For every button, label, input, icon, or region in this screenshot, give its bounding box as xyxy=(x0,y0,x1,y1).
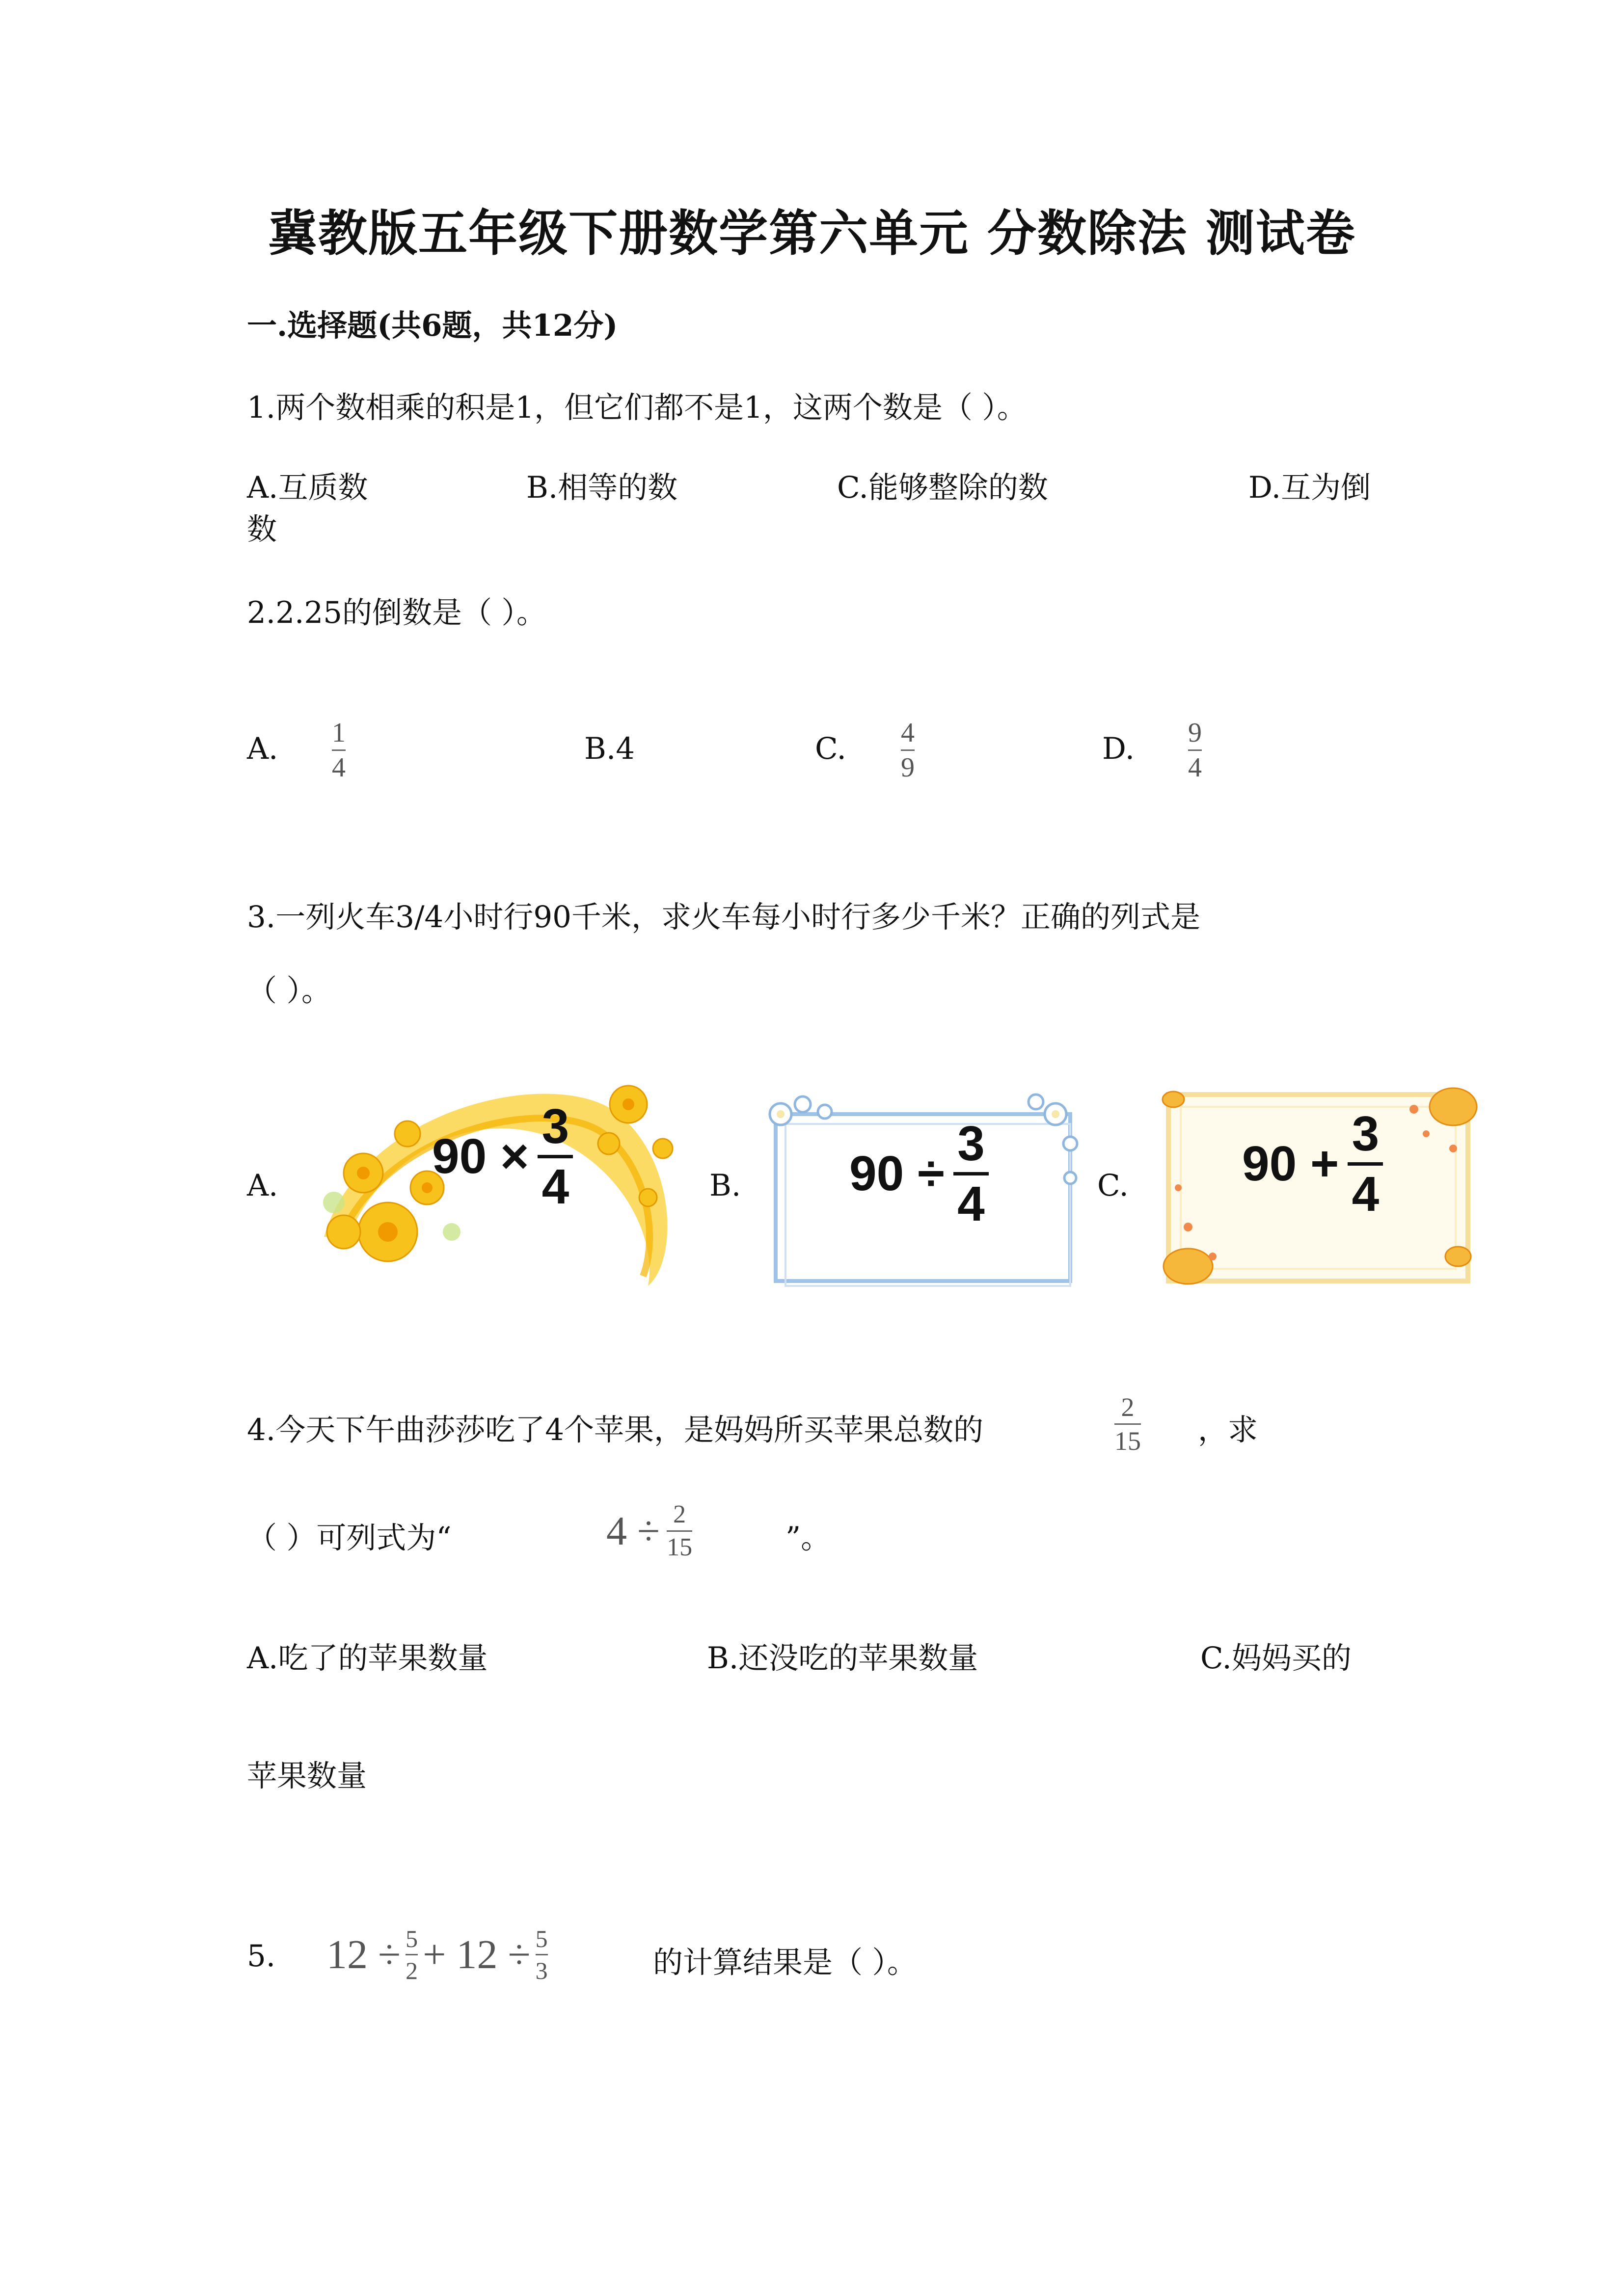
question-1-option-c[interactable]: C.能够整除的数 xyxy=(837,470,1048,505)
question-1-stem: 1.两个数相乘的积是1，但它们都不是1，这两个数是（ ）。 xyxy=(247,390,1027,425)
question-1-option-d-wrap: 数 xyxy=(247,512,277,547)
fraction-numerator: 2 xyxy=(1121,1392,1135,1422)
fraction-denominator: 4 xyxy=(332,752,346,783)
question-4-option-c-wrap: 苹果数量 xyxy=(247,1759,367,1793)
question-4-fraction xyxy=(1114,1394,1141,1454)
fraction-numerator: 3 xyxy=(1352,1106,1380,1161)
section-heading: 一.选择题(共6题，共12分) xyxy=(247,308,618,343)
question-4-option-b[interactable]: B.还没吃的苹果数量 xyxy=(707,1641,978,1676)
question-2-option-c-fraction xyxy=(901,719,915,781)
question-3-option-a-expression xyxy=(432,1099,573,1214)
question-2-option-b[interactable]: B.4 xyxy=(584,731,635,766)
question-3-option-c-label[interactable]: C. xyxy=(1097,1168,1129,1203)
question-4-stem-end: ，求 xyxy=(1198,1413,1258,1447)
fraction-denominator: 3 xyxy=(535,1957,548,1984)
fraction-denominator: 15 xyxy=(667,1533,693,1561)
expression-text: 90 + xyxy=(1242,1136,1339,1191)
question-2-option-a-fraction xyxy=(332,719,346,781)
fraction-denominator: 4 xyxy=(1352,1167,1380,1222)
fraction-denominator: 4 xyxy=(957,1176,985,1231)
question-1-option-b[interactable]: B.相等的数 xyxy=(526,470,678,505)
page-title: 冀教版五年级下册数学第六单元 分数除法 测试卷 xyxy=(268,204,1356,262)
question-2-option-a-label[interactable]: A. xyxy=(247,731,278,766)
question-3-option-b-expression xyxy=(849,1116,989,1231)
question-4-line-2-start: （ ）可列式为“ xyxy=(247,1521,452,1555)
question-4-stem: 4.今天下午曲莎莎吃了4个苹果，是妈妈所买苹果总数的 xyxy=(247,1413,984,1447)
fraction-numerator: 4 xyxy=(901,718,915,748)
fraction-numerator: 2 xyxy=(673,1500,686,1528)
question-2-option-d-label[interactable]: D. xyxy=(1102,731,1135,766)
question-3-option-c-expression xyxy=(1242,1106,1383,1222)
question-2-option-d-fraction xyxy=(1188,719,1202,781)
fraction-denominator: 4 xyxy=(541,1159,569,1214)
question-4-line-2-end: ”。 xyxy=(785,1521,831,1555)
question-3-blank: （ ）。 xyxy=(247,973,331,1008)
expression-text: 90 × xyxy=(432,1129,529,1184)
fraction-numerator: 3 xyxy=(957,1116,985,1171)
question-2-stem: 2.2.25的倒数是（ ）。 xyxy=(247,595,546,630)
fraction-denominator: 9 xyxy=(901,752,915,783)
question-3-option-b-label[interactable]: B. xyxy=(709,1168,741,1203)
question-4-option-c[interactable]: C.妈妈买的 xyxy=(1200,1641,1352,1676)
fraction-numerator: 5 xyxy=(406,1925,418,1952)
fraction-numerator: 1 xyxy=(332,718,346,748)
question-3-option-a-label[interactable]: A. xyxy=(247,1168,278,1203)
expression-text: + 12 ÷ xyxy=(423,1932,531,1977)
fraction-numerator: 9 xyxy=(1188,718,1202,748)
question-3-stem: 3.一列火车3/4小时行90千米，求火车每小时行多少千米？正确的列式是 xyxy=(247,900,1200,934)
expression-text: 12 ÷ xyxy=(326,1932,401,1977)
question-1-option-d[interactable]: D.互为倒 xyxy=(1248,470,1371,505)
fraction-denominator: 4 xyxy=(1188,752,1202,783)
question-4-expression xyxy=(606,1502,692,1560)
question-1-option-a[interactable]: A.互质数 xyxy=(247,470,368,505)
question-2-option-c-label[interactable]: C. xyxy=(815,731,846,766)
expression-text: 90 ÷ xyxy=(849,1146,945,1201)
fraction-numerator: 5 xyxy=(535,1925,548,1952)
fraction-denominator: 15 xyxy=(1114,1426,1141,1456)
expression-text: 4 ÷ xyxy=(606,1508,660,1554)
fraction-numerator: 3 xyxy=(541,1099,569,1154)
question-5-label: 5. xyxy=(247,1939,276,1974)
fraction-denominator: 2 xyxy=(406,1957,418,1984)
question-5-expression xyxy=(326,1926,548,1983)
question-5-stem-end: 的计算结果是（ ）。 xyxy=(653,1945,917,1980)
question-4-option-a[interactable]: A.吃了的苹果数量 xyxy=(247,1641,488,1676)
